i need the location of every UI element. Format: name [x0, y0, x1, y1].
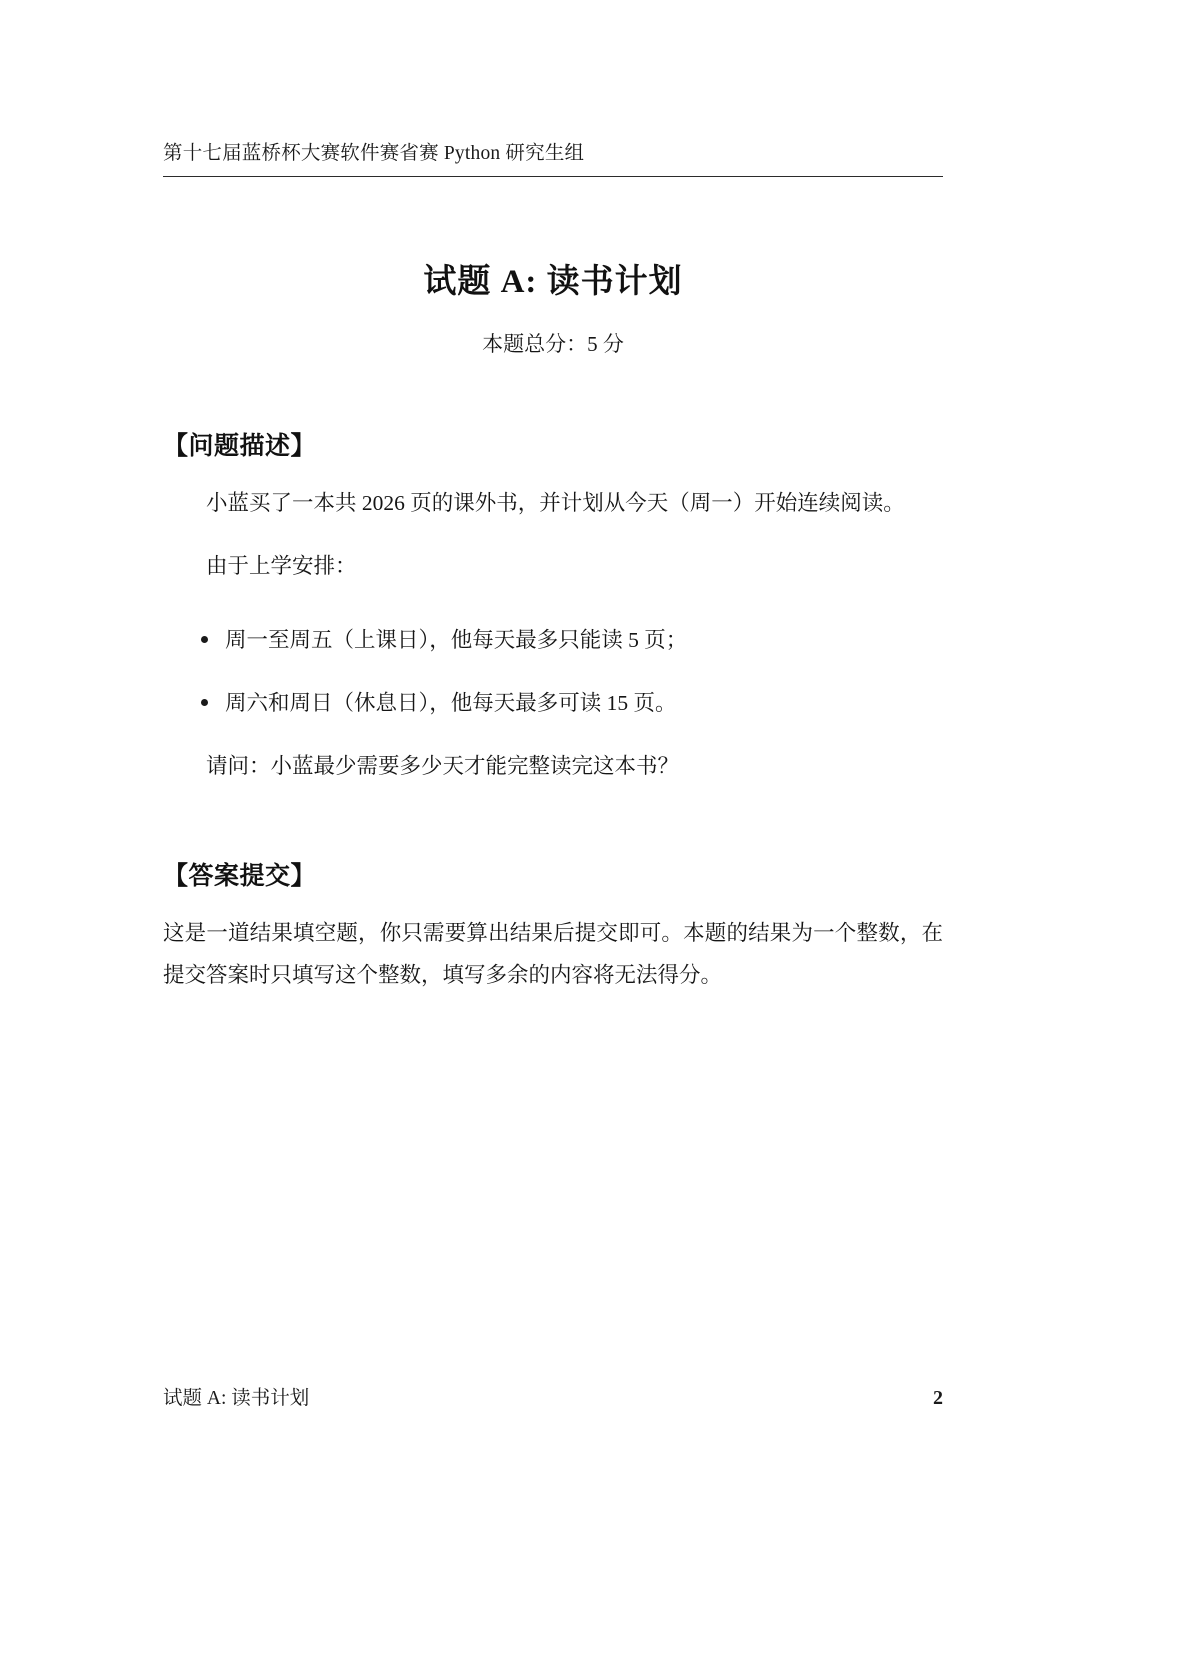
problem-bullet-list — [163, 620, 943, 724]
problem-paragraph-1: 小蓝买了一本共 2026 页的课外书，并计划从今天（周一）开始连续阅读。 — [206, 491, 905, 516]
page-title: 试题 A: 读书计划 — [423, 264, 683, 301]
list-item: 周六和周日（休息日），他每天最多可读 15 页。 — [163, 683, 943, 724]
page-content — [163, 140, 943, 1018]
answer-paragraph-1: 这是一道结果填空题，你只需要算出结果后提交即可。本题的结果为一个整数，在提交答案时只填写这个整数，填写多余的内容将无法得分。 — [163, 920, 943, 987]
section-heading-problem-description: 【问题描述】 — [163, 433, 317, 461]
page-footer — [163, 1382, 943, 1410]
list-item: 周一至周五（上课日），他每天最多只能读 5 页； — [163, 620, 943, 661]
header-rule — [163, 176, 943, 177]
footer-title: 试题 A: 读书计划 — [163, 1388, 310, 1409]
footer-page-number: 2 — [933, 1387, 943, 1409]
problem-paragraph-2: 由于上学安排： — [206, 554, 357, 579]
running-head: 第十七届蓝桥杯大赛软件赛省赛 Python 研究生组 — [163, 143, 585, 164]
problem-question: 请问：小蓝最少需要多少天才能完整读完这本书？ — [206, 754, 680, 779]
section-heading-answer-submission: 【答案提交】 — [163, 863, 317, 890]
total-score-subtitle: 本题总分：5 分 — [482, 332, 624, 357]
